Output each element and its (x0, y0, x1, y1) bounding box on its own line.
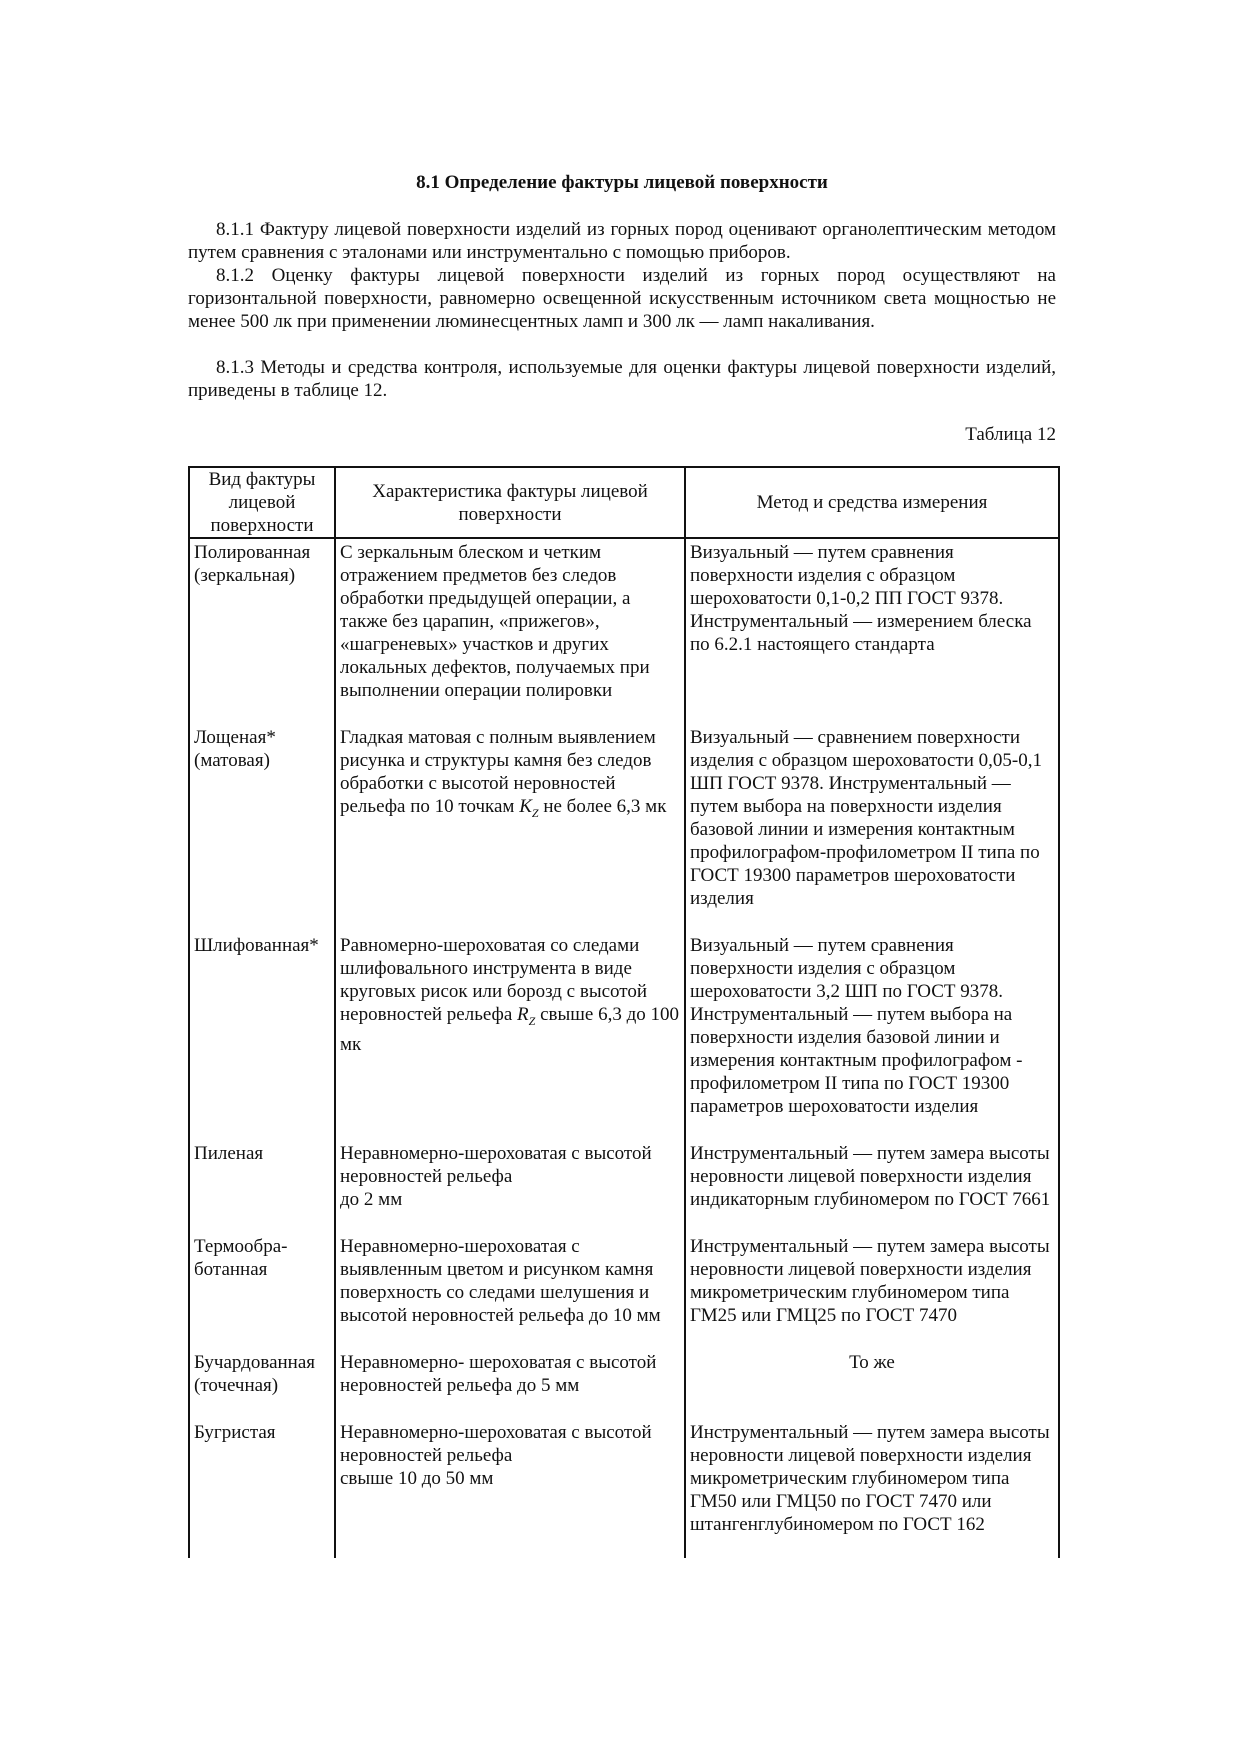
paragraph-8-1-3: 8.1.3 Методы и средства контроля, используемые для оценки фактуры лицевой поверхности изделий, приведены в таблице 12. (188, 357, 1056, 401)
texture-type-cell: Лощеная* (матовая) (189, 724, 335, 932)
roughness-subscript: Z (531, 805, 539, 820)
header-method: Метод и средства измерения (685, 467, 1059, 538)
texture-type-part: ботанная (194, 1259, 268, 1280)
characteristic-cell: Неравномерно-шероховатая с выявленным цветом и рисунком камня поверхность со следами шелушения и высотой неровностей рельефа до 10 мм (335, 1233, 685, 1349)
method-cell: Инструментальный — путем замера высоты неровности лицевой поверхности изделия микрометрическим глубиномером типа ГМ50 или ГМЦ50 по ГОСТ 7470 или штангенглубиномером по ГОСТ 162 (685, 1419, 1059, 1558)
texture-type-cell: Бугристая (189, 1419, 335, 1558)
paragraph-8-1-2: 8.1.2 Оценку фактуры лицевой поверхности изделий из горных пород осуществляют на горизонтальной поверхности, равномерно освещенной искусственным источником света мощностью не менее 500 лк при применении люминесцентных ламп и 300 лк — ламп накаливания. (188, 265, 1056, 332)
table-row (189, 1140, 1059, 1233)
characteristic-text: Равномерно-шероховатая со следами шлифовального инструмента в виде круговых рисок или борозд с высотой неровностей рельефа (340, 935, 648, 1025)
characteristic-text-tail: свыше 6,3 до 100 мк (340, 1004, 679, 1055)
table-row (189, 1233, 1059, 1349)
method-cell: Инструментальный — путем замера высоты неровности лицевой поверхности изделия микрометрическим глубиномером типа ГМ25 или ГМЦ25 по ГОСТ 7470 (685, 1233, 1059, 1349)
table-row (189, 1349, 1059, 1419)
table-row (189, 932, 1059, 1140)
characteristic-text: Гладкая матовая с полным выявлением рисунка и структуры камня без следов обработки с высотой неровностей рельефа по 10 точкам (340, 727, 656, 817)
table-row (189, 724, 1059, 932)
texture-type-cell (189, 1233, 335, 1349)
method-cell: Визуальный — путем сравнения поверхности изделия с образцом шероховатости 0,1-0,2 ПП ГОСТ 9378. Инструментальный — измерением блеска по 6.2.1 настоящего стандарта (685, 538, 1059, 724)
characteristic-cell (335, 724, 685, 932)
header-texture-type: Вид фактуры лицевой поверхности (189, 467, 335, 538)
method-cell: Визуальный — путем сравнения поверхности изделия с образцом шероховатости 3,2 ШП по ГОСТ 9378. Инструментальный — путем выбора на поверхности изделия базовой линии и измерения контактным профилографом - профилометром II типа по ГОСТ 19300 параметров шероховатости изделия (685, 932, 1059, 1140)
characteristic-text: Неравномерно-шероховатая с высотой неровностей рельефа (340, 1422, 652, 1466)
characteristic-text-tail: до 2 мм (340, 1189, 403, 1210)
characteristic-text: Неравномерно-шероховатая с высотой неровностей рельефа (340, 1143, 652, 1187)
texture-type-cell: Полированная (зеркальная) (189, 538, 335, 724)
table-header-row (189, 467, 1059, 538)
section-heading: 8.1 Определение фактуры лицевой поверхности (416, 172, 828, 193)
method-cell: То же (685, 1349, 1059, 1419)
characteristic-text-tail: не более 6,3 мк (543, 796, 667, 817)
characteristic-cell (335, 932, 685, 1140)
table-row (189, 538, 1059, 724)
characteristic-text-tail: свыше 10 до 50 мм (340, 1468, 494, 1489)
roughness-subscript: Z (528, 1013, 536, 1028)
header-characteristic: Характеристика фактуры лицевой поверхности (335, 467, 685, 538)
characteristic-cell: С зеркальным блеском и четким отражением предметов без следов обработки предыдущей операции, а также без царапин, «прижегов», «шагреневых» участков и других локальных дефектов, получаемых при выполнении операции полировки (335, 538, 685, 724)
texture-type-cell: Пиленая (189, 1140, 335, 1233)
method-cell: Инструментальный — путем замера высоты неровности лицевой поверхности изделия индикаторным глубиномером по ГОСТ 7661 (685, 1140, 1059, 1233)
table-row (189, 1419, 1059, 1558)
texture-type-cell: Бучардованная (точечная) (189, 1349, 335, 1419)
characteristic-cell: Неравномерно- шероховатая с высотой неровностей рельефа до 5 мм (335, 1349, 685, 1419)
roughness-symbol: R (517, 1004, 529, 1025)
paragraph-8-1-1: 8.1.1 Фактуру лицевой поверхности изделий из горных пород оценивают органолептическим методом путем сравнения с эталонами или инструментально с помощью приборов. (188, 219, 1056, 263)
roughness-symbol: K (519, 796, 532, 817)
texture-type-part: Термообра- (194, 1236, 288, 1257)
method-cell: Визуальный — сравнением поверхности изделия с образцом шероховатости 0,05-0,1 ШП ГОСТ 9378. Инструментальный — путем выбора на поверхности изделия базовой линии и измерения контактным профилографом-профилометром II типа по ГОСТ 19300 параметров шероховатости изделия (685, 724, 1059, 932)
texture-type-cell: Шлифованная* (189, 932, 335, 1140)
table-caption: Таблица 12 (965, 424, 1056, 445)
characteristic-cell (335, 1419, 685, 1558)
texture-table (188, 466, 1060, 1558)
characteristic-cell (335, 1140, 685, 1233)
